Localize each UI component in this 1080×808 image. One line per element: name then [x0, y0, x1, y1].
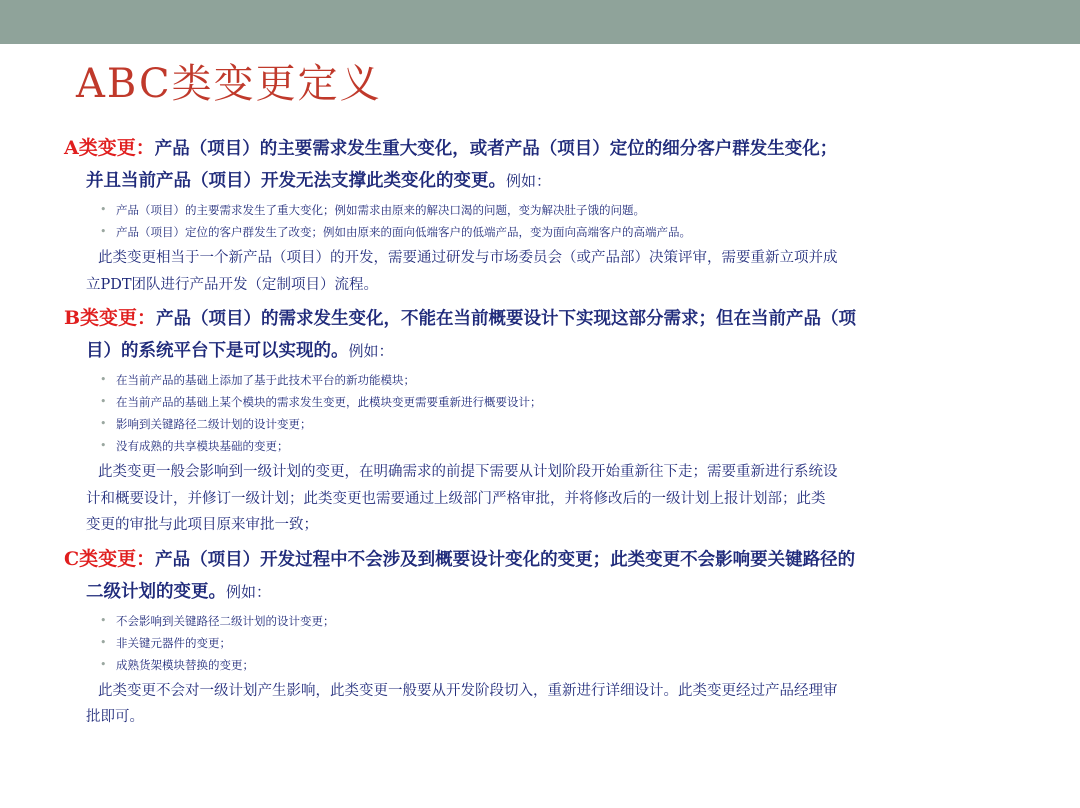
section-a-heading [64, 132, 1024, 165]
list-item: • 在当前产品的基础上某个模块的需求发生变更，此模块变更需要重新进行概要设计； [96, 391, 1024, 413]
list-item: • 产品（项目）的主要需求发生了重大变化；例如需求由原来的解决口渴的问题，变为解决肚子饿的问题。 [96, 199, 1024, 221]
top-banner [0, 0, 1080, 44]
section-a-head-line2: 并且当前产品（项目）开发无法支撑此类变化的变更。 [86, 171, 506, 191]
section-c-heading [64, 543, 1024, 576]
section-a-label: A类变更： [64, 137, 155, 159]
section-c-head-line1: 产品（项目）开发过程中不会涉及到概要设计变化的变更；此类变更不会影响要关键路径的 [155, 549, 856, 570]
section-b-head-line1: 产品（项目）的需求发生变化，不能在当前概要设计下实现这部分需求；但在当前产品（项 [156, 309, 857, 329]
section-c-example-label: 例如： [226, 582, 272, 601]
list-item: • 产品（项目）定位的客户群发生了改变；例如由原来的面向低端客户的低端产品，变为面向高端客户的高端产品。 [96, 221, 1024, 243]
list-item: • 不会影响到关键路径二级计划的设计变更； [96, 610, 1024, 632]
section-b-paragraph: 此类变更一般会影响到一级计划的变更，在明确需求的前提下需要从计划阶段开始重新往下走；需要重新进行系统设 计和概要设计，并修订一级计划；此类变更也需要通过上级部门严格审批，并将修改后的一级计划上报计划部；此类 变更的审批与此项目原来审批一致； [86, 464, 838, 533]
section-c-paragraph: 此类变更不会对一级计划产生影响，此类变更一般要从开发阶段切入，重新进行详细设计。此类变更经过产品经理审 批即可。 [86, 682, 838, 725]
section-a-paragraph: 此类变更相当于一个新产品（项目）的开发，需要通过研发与市场委员会（或产品部）决策评审，需要重新立项并成 立PDT团队进行产品开发（定制项目）流程。 [86, 250, 838, 293]
list-item: • 非关键元器件的变更； [96, 632, 1024, 654]
section-b-bullets [96, 369, 1024, 457]
section-b-example-label: 例如： [348, 342, 394, 360]
section-c-bullets [96, 610, 1024, 676]
list-item: • 影响到关键路径二级计划的设计变更； [96, 413, 1024, 435]
list-item: • 没有成熟的共享模块基础的变更； [96, 435, 1024, 457]
section-c-label: C类变更： [64, 547, 156, 570]
section-a-example-label: 例如： [506, 172, 552, 190]
section-b-label: B类变更： [64, 307, 157, 329]
list-item: • 成熟货架模块替换的变更； [96, 654, 1024, 676]
section-b-heading [64, 302, 1024, 335]
slide-content [64, 132, 1024, 735]
list-item: • 在当前产品的基础上添加了基于此技术平台的新功能模块； [96, 369, 1024, 391]
section-a-head-line1: 产品（项目）的主要需求发生重大变化，或者产品（项目）定位的细分客户群发生变化； [154, 139, 838, 159]
page-title: ABC类变更定义 [76, 61, 382, 107]
section-c-head-line2: 二级计划的变更。 [86, 581, 226, 602]
section-b-head-line2: 目）的系统平台下是可以实现的。 [86, 341, 349, 361]
section-a-bullets [96, 199, 1024, 243]
